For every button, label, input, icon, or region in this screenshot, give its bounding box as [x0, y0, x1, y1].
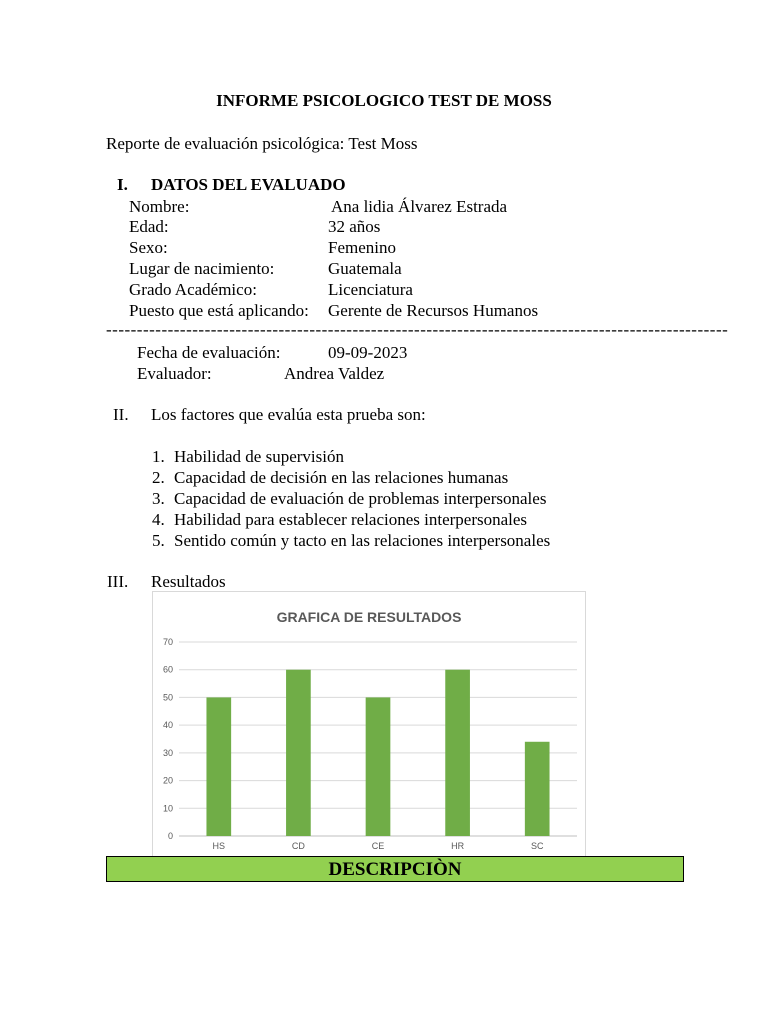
- y-tick-label: 40: [162, 720, 173, 731]
- x-tick-label: SC: [530, 841, 544, 851]
- factor-text-2: Capacidad de decisión en las relaciones humanas: [174, 468, 509, 487]
- bar-sc: [525, 742, 550, 836]
- field-label-name: Nombre:: [129, 197, 190, 216]
- x-tick-label: HS: [212, 841, 226, 851]
- bar-hs: [206, 697, 231, 836]
- bar-ce: [366, 697, 391, 836]
- factor-text-4: Habilidad para establecer relaciones interpersonales: [174, 510, 528, 529]
- field-label-age: Edad:: [129, 217, 169, 236]
- y-tick-label: 70: [162, 637, 173, 647]
- section-3-heading: Resultados: [151, 572, 226, 591]
- bar-hr: [445, 670, 470, 836]
- factor-num-4: 4.: [152, 510, 165, 529]
- x-tick-label: HR: [451, 841, 465, 851]
- field-value-position: Gerente de Recursos Humanos: [328, 301, 539, 320]
- results-chart-svg: [153, 592, 585, 857]
- section-3-number: III.: [107, 572, 129, 591]
- factor-num-2: 2.: [152, 468, 165, 487]
- eval-date-value: 09-09-2023: [328, 343, 408, 362]
- x-tick-label: CE: [371, 841, 385, 851]
- description-header: DESCRIPCIÒN: [106, 856, 684, 882]
- chart-title: GRAFICA DE RESULTADOS: [276, 609, 462, 625]
- y-tick-label: 50: [162, 692, 173, 703]
- chart-y-axis: [163, 637, 173, 841]
- results-chart: [152, 591, 586, 858]
- document-title: INFORME PSICOLOGICO TEST DE MOSS: [216, 91, 552, 110]
- factor-text-5: Sentido común y tacto en las relaciones interpersonales: [174, 531, 551, 550]
- field-value-age: 32 años: [328, 217, 381, 236]
- x-tick-label: CD: [291, 841, 305, 851]
- field-label-position: Puesto que está aplicando:: [129, 301, 309, 320]
- evaluator-value: Andrea Valdez: [284, 364, 385, 383]
- field-value-birthplace: Guatemala: [328, 259, 402, 278]
- chart-x-axis: [213, 841, 544, 851]
- section-1-number: I.: [117, 175, 128, 194]
- field-label-degree: Grado Académico:: [129, 280, 257, 299]
- document-subtitle: Reporte de evaluación psicológica: Test Moss: [106, 134, 418, 153]
- section-2-number: II.: [113, 405, 129, 424]
- field-value-name: Ana lidia Álvarez Estrada: [331, 197, 508, 216]
- field-label-birthplace: Lugar de nacimiento:: [129, 259, 275, 278]
- bar-cd: [286, 670, 311, 836]
- dashed-divider: -----------------------------------------------------------------------------------------------------: [106, 320, 729, 339]
- field-label-sex: Sexo:: [129, 238, 168, 257]
- evaluator-label: Evaluador:: [137, 364, 212, 383]
- factor-text-3: Capacidad de evaluación de problemas interpersonales: [174, 489, 547, 508]
- factor-text-1: Habilidad de supervisión: [174, 447, 344, 466]
- eval-date-label: Fecha de evaluación:: [137, 343, 281, 362]
- factor-num-5: 5.: [152, 531, 165, 550]
- y-tick-label: 10: [162, 803, 173, 814]
- y-tick-label: 0: [167, 831, 173, 841]
- section-2-heading: Los factores que evalúa esta prueba son:: [151, 405, 426, 424]
- y-tick-label: 60: [162, 664, 173, 675]
- factor-num-3: 3.: [152, 489, 165, 508]
- y-tick-label: 30: [162, 747, 173, 758]
- y-tick-label: 20: [162, 775, 173, 786]
- field-value-sex: Femenino: [328, 238, 396, 257]
- field-value-degree: Licenciatura: [328, 280, 413, 299]
- factor-num-1: 1.: [152, 447, 165, 466]
- section-1-heading: DATOS DEL EVALUADO: [151, 175, 346, 194]
